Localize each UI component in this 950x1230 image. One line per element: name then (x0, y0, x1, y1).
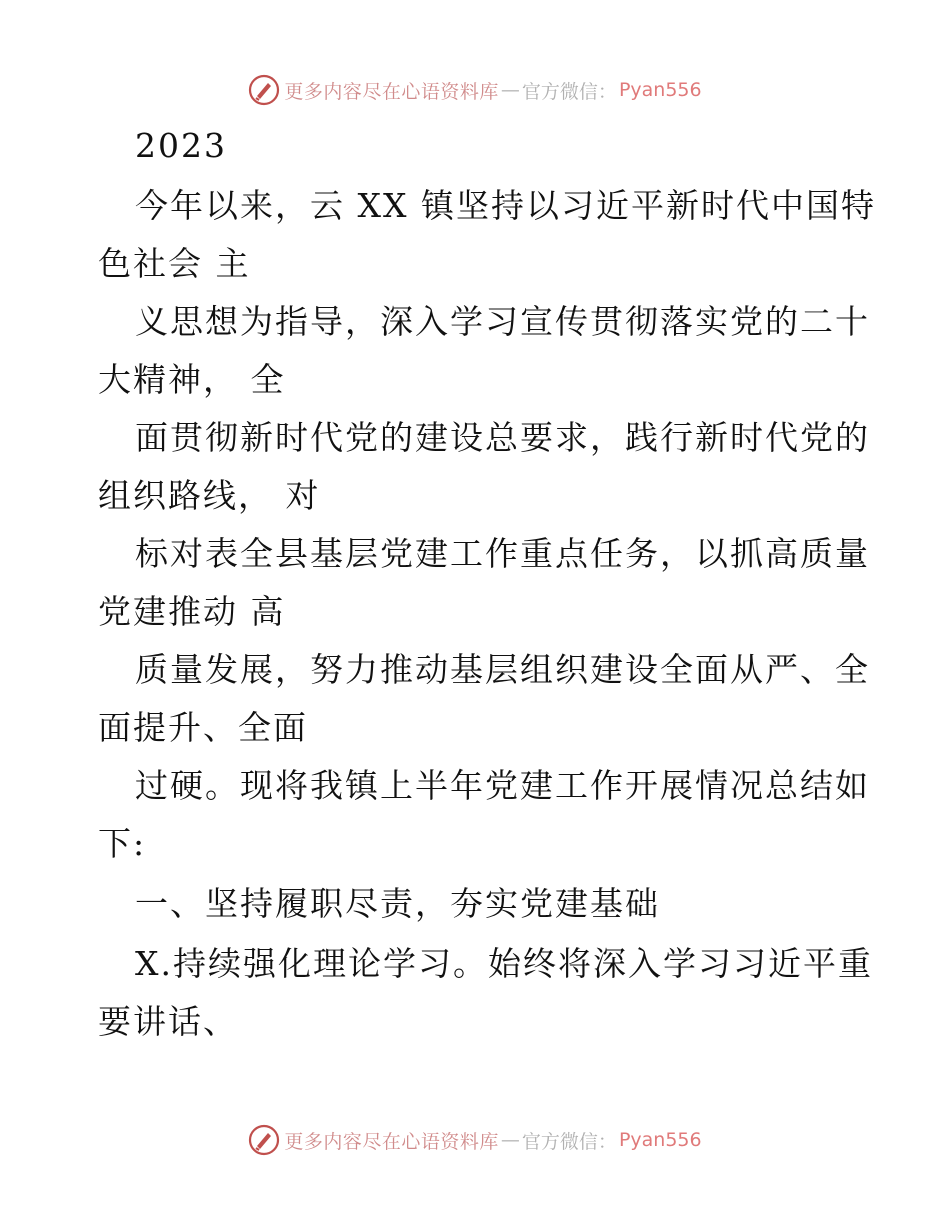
doc-line: 过硬。现将我镇上半年党建工作开展情况总结如 (135, 766, 870, 805)
doc-line: 组织路线， 对 (98, 476, 321, 515)
doc-line: 义思想为指导，深入学习宣传贯彻落实党的二十 (135, 302, 870, 341)
doc-line: 今年以来，云 XX 镇坚持以习近平新时代中国特 (135, 186, 876, 225)
doc-line: 党建推动 高 (98, 592, 286, 631)
doc-line: 大精神， 全 (98, 360, 286, 399)
brand-logo-icon (248, 74, 280, 106)
watermark-separator: — (500, 79, 520, 101)
watermark-brand-text: 更多内容尽在心语资料库 (284, 1130, 499, 1153)
doc-line: 质量发展，努力推动基层组织建设全面从严、全 (135, 650, 870, 689)
watermark-wechat-label: 官方微信： (521, 1130, 617, 1153)
watermark-footer (0, 1120, 950, 1160)
watermark-separator: — (500, 1129, 520, 1151)
doc-line: 下: (98, 824, 147, 863)
doc-line: 标对表全县基层党建工作重点任务，以抓高质量 (135, 534, 870, 573)
doc-line-year: 2023 (135, 126, 227, 165)
doc-line: 要讲话、 (98, 1002, 238, 1041)
watermark-header (0, 70, 950, 110)
doc-line: 面贯彻新时代党的建设总要求，践行新时代党的 (135, 418, 870, 457)
watermark-wechat-id: Pyan556 (618, 1129, 702, 1151)
doc-line: X.持续强化理论学习。始终将深入学习习近平重 (135, 944, 873, 983)
brand-logo-icon (248, 1124, 280, 1156)
section-heading: 一、坚持履职尽责，夯实党建基础 (135, 884, 660, 923)
doc-line: 色社会 主 (98, 244, 251, 283)
watermark-wechat-id: Pyan556 (618, 79, 702, 101)
watermark-brand-text: 更多内容尽在心语资料库 (284, 80, 499, 103)
doc-line: 面提升、全面 (98, 708, 308, 747)
watermark-wechat-label: 官方微信： (521, 80, 617, 103)
